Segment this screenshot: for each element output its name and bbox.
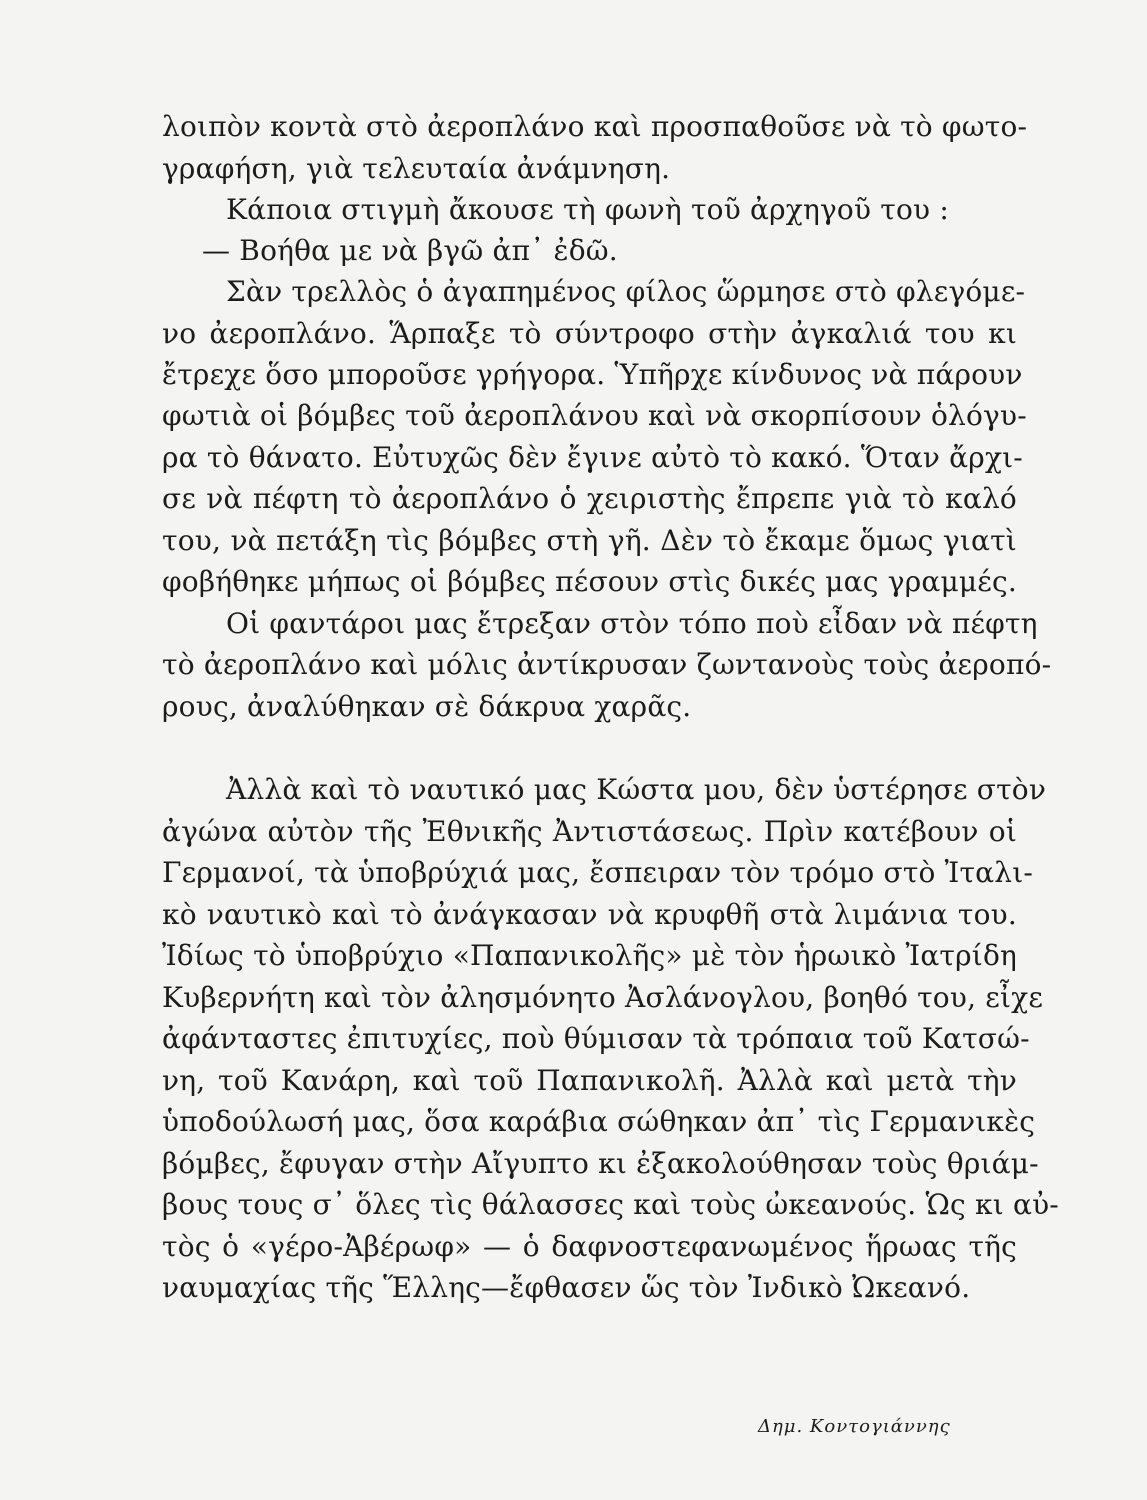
text-line: ρους, ἀναλύθηκαν σὲ δάκρυα χαρᾶς. (162, 690, 692, 723)
text-line: του, νὰ πετάξη τὶς βόμβες στὴ γῆ. Δὲν τὸ ἔκαμε ὅμως γιατὶ (162, 524, 1017, 557)
text-line: τὸς ὁ «γέρο-Ἀβέρωφ» — ὁ δαφνοστεφανωμένος ἥρωας τῆς (162, 1230, 1017, 1263)
text-line: Ἀλλὰ καὶ τὸ ναυτικό μας Κώστα μου, δὲν ὑστέρησε στὸν (226, 773, 1047, 806)
text-line: Οἱ φαντάροι μας ἔτρεξαν στὸν τόπο ποὺ εἶδαν νὰ πέφτη (226, 607, 1038, 640)
text-line: ἀφάνταστες ἐπιτυχίες, ποὺ θύμισαν τὰ τρόπαια τοῦ Κατσώ- (162, 1022, 1030, 1055)
text-line: — Βοήθα με νὰ βγῶ ἀπ᾽ ἐδῶ. (202, 234, 618, 267)
author-signature: Δημ. Κοντογιάννης (758, 1416, 951, 1437)
text-line: νη, τοῦ Κανάρη, καὶ τοῦ Παπανικολῆ. Ἀλλὰ καὶ μετὰ τὴν (162, 1064, 1017, 1097)
text-line: ἀγώνα αὐτὸν τῆς Ἐθνικῆς Ἀντιστάσεως. Πρὶν κατέβουν οἱ (162, 815, 1017, 848)
text-line: Γερμανοί, τὰ ὑποβρύχιά μας, ἔσπειραν τὸν τρόμο στὸ Ἰταλι- (162, 856, 1034, 889)
text-line: ρα τὸ θάνατο. Εὐτυχῶς δὲν ἔγινε αὐτὸ τὸ κακό. Ὅταν ἄρχι- (162, 441, 1023, 474)
text-line: σε νὰ πέφτη τὸ ἀεροπλάνο ὁ χειριστὴς ἔπρεπε γιὰ τὸ καλό (162, 482, 1017, 515)
text-line: λοιπὸν κοντὰ στὸ ἀεροπλάνο καὶ προσπαθοῦσε νὰ τὸ φωτο- (162, 110, 1028, 143)
text-line: Κυβερνήτη καὶ τὸν ἀλησμόνητο Ἀσλάνογλου, βοηθό του, εἶχε (162, 981, 1044, 1014)
text-line: φωτιὰ οἱ βόμβες τοῦ ἀεροπλάνου καὶ νὰ σκορπίσουν ὁλόγυ- (162, 399, 1027, 432)
text-line: τὸ ἀεροπλάνο καὶ μόλις ἀντίκρυσαν ζωντανοὺς τοὺς ἀεροπό- (162, 648, 1052, 681)
text-line: κὸ ναυτικὸ καὶ τὸ ἀνάγκασαν νὰ κρυφθῆ στὰ λιμάνια του. (162, 898, 1017, 931)
text-line: Σὰν τρελλὸς ὁ ἀγαπημένος φίλος ὥρμησε στὸ φλεγόμε- (226, 275, 1026, 308)
text-line: ἔτρεχε ὅσο μποροῦσε γρήγορα. Ὑπῆρχε κίνδυνος νὰ πάρουν (162, 358, 1023, 391)
text-line: γραφήση, γιὰ τελευταία ἀνάμνηση. (162, 152, 671, 185)
text-line: Κάποια στιγμὴ ἄκουσε τὴ φωνὴ τοῦ ἀρχηγοῦ του : (226, 193, 949, 226)
text-line: Ἰδίως τὸ ὑποβρύχιο «Παπανικολῆς» μὲ τὸν ἡρωικὸ Ἰατρίδη (162, 939, 1017, 972)
text-line: νο ἀεροπλάνο. Ἅρπαξε τὸ σύντροφο στὴν ἀγκαλιά του κι (162, 317, 1017, 350)
text-line: βόμβες, ἔφυγαν στὴν Αἴγυπτο κι ἐξακολούθησαν τοὺς θριάμ- (162, 1147, 1039, 1180)
text-line: ναυμαχίας τῆς Ἕλλης—ἔφθασεν ὥς τὸν Ἰνδικὸ Ὠκεανό. (162, 1271, 971, 1304)
text-line: βους τους σ᾽ ὅλες τὶς θάλασσες καὶ τοὺς ὠκεανούς. Ὡς κι αὐ- (162, 1188, 1059, 1221)
text-line: φοβήθηκε μήπως οἱ βόμβες πέσουν στὶς δικές μας γραμμές. (162, 565, 1017, 598)
text-line: ὑποδούλωσή μας, ὅσα καράβια σώθηκαν ἀπ᾽ τὶς Γερμανικὲς (162, 1105, 1036, 1138)
